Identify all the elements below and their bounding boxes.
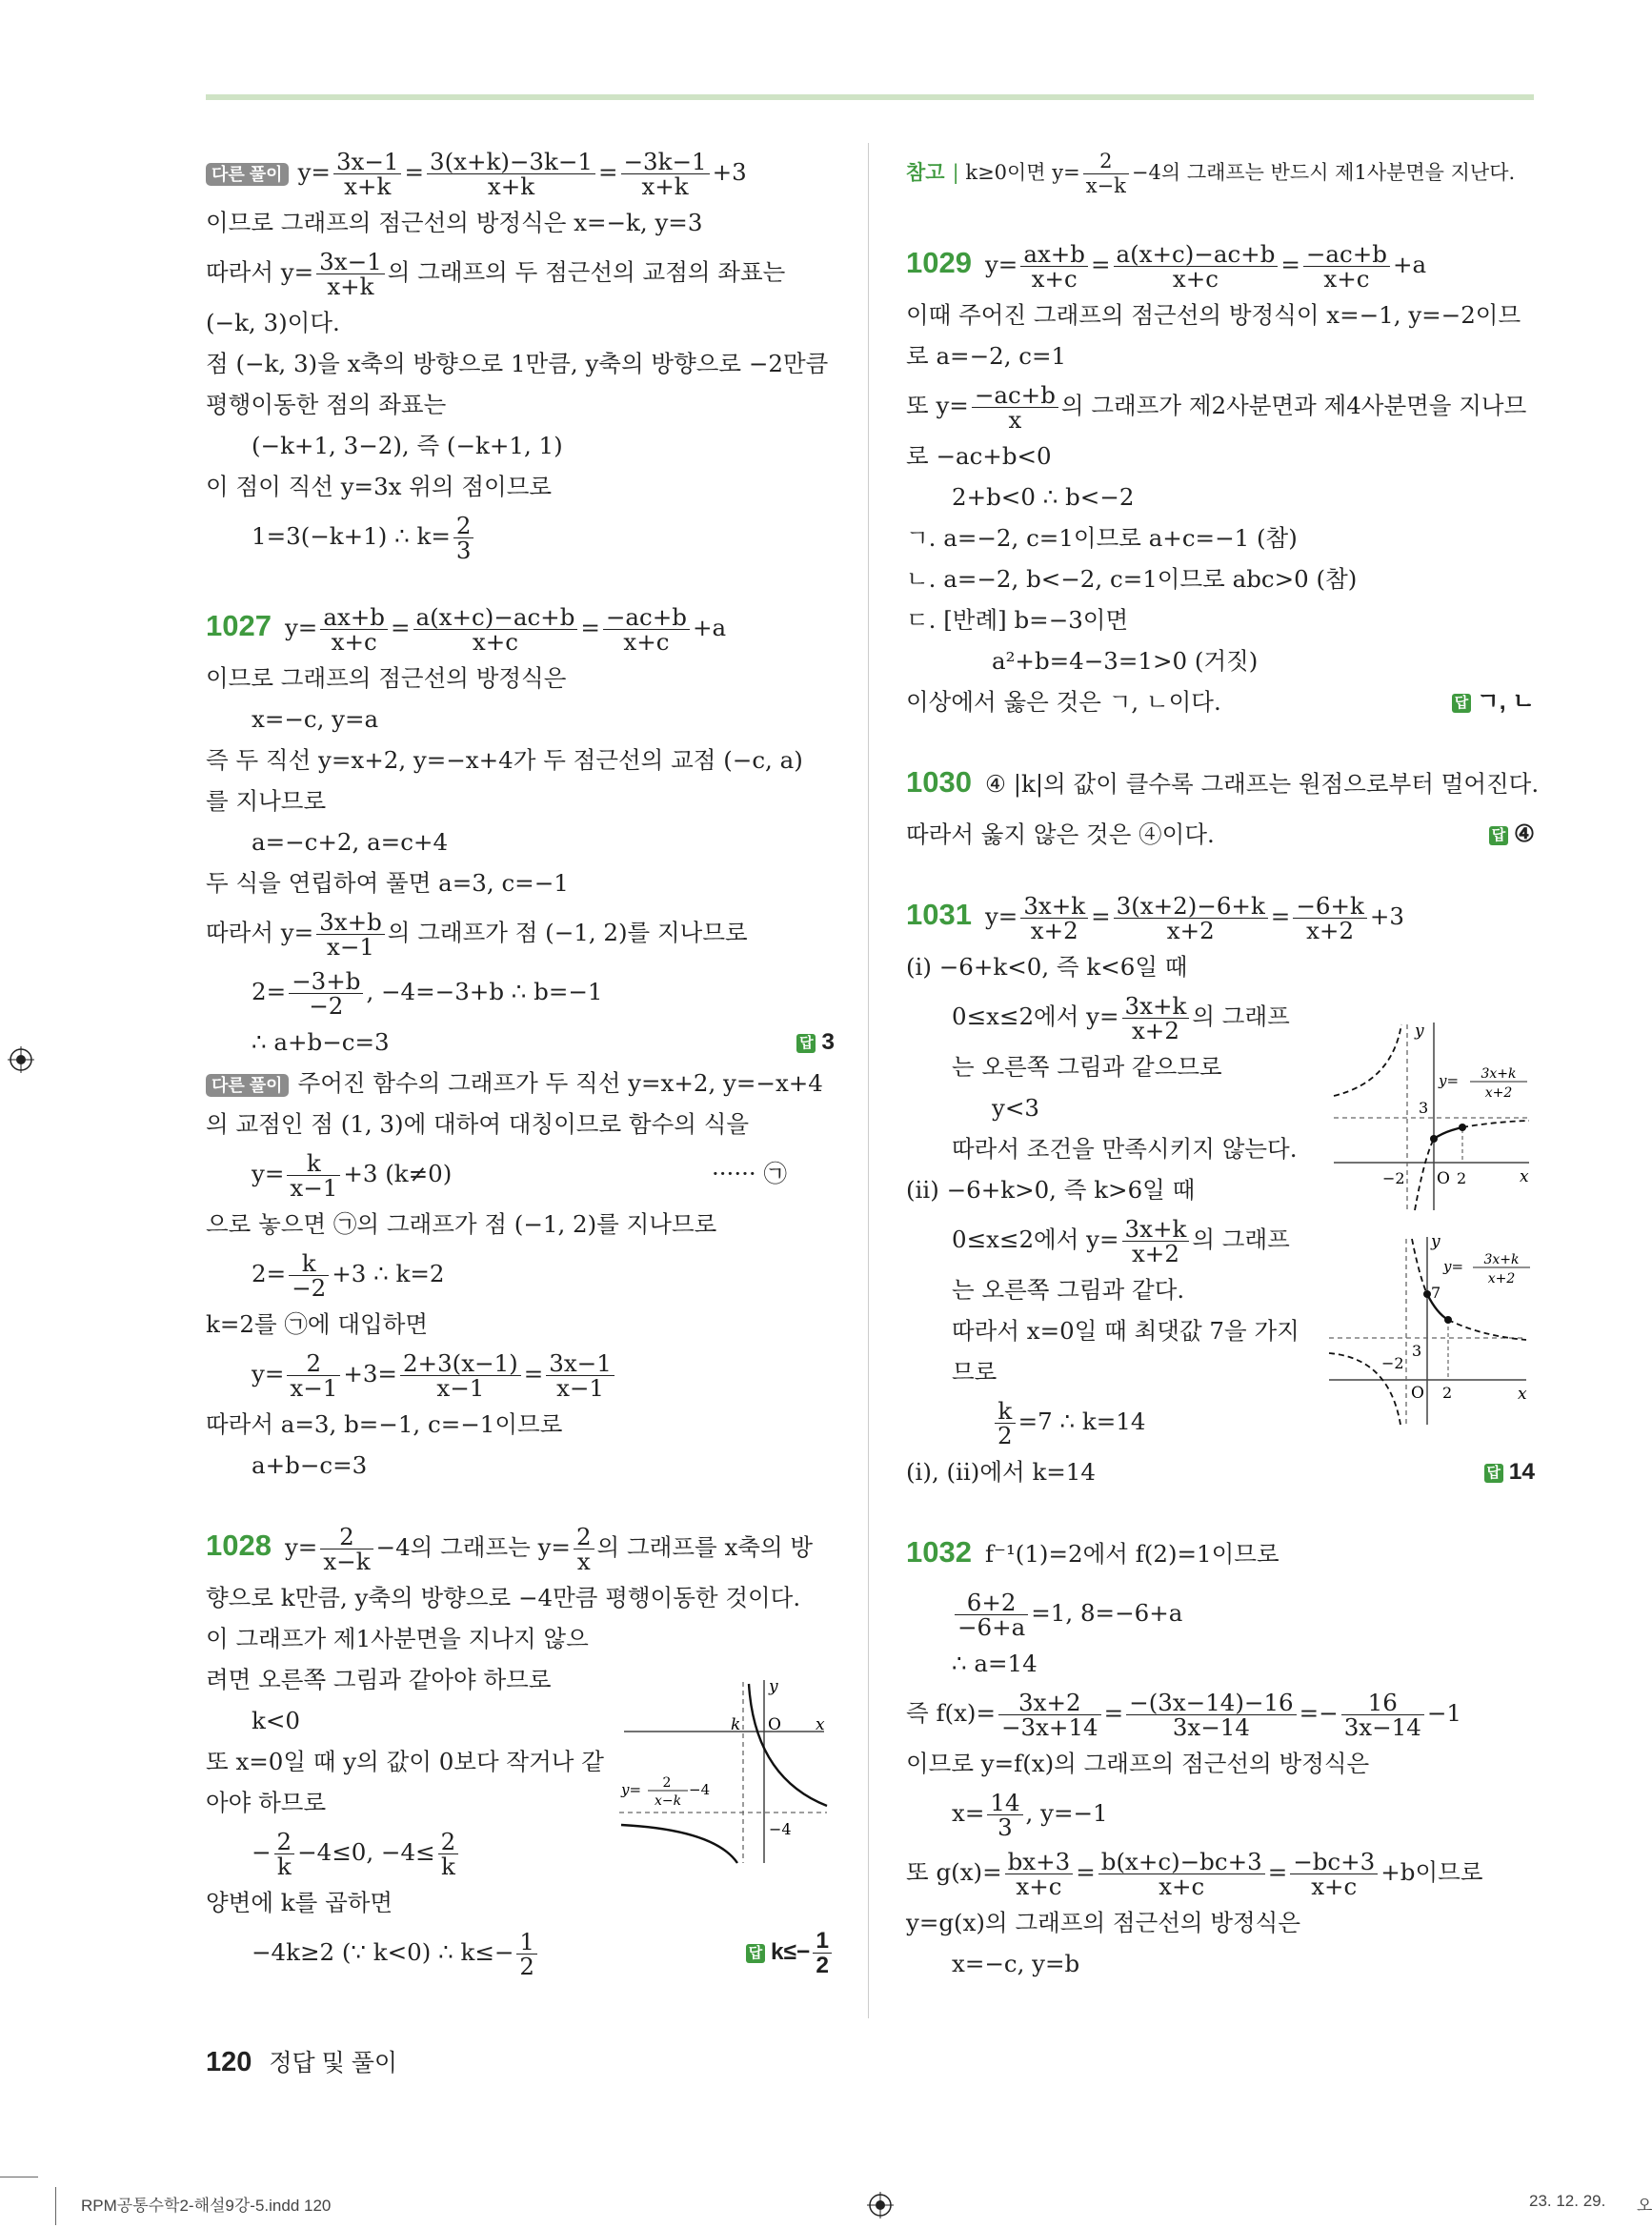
answer-1029: 답 ㄱ, ㄴ <box>1452 681 1535 722</box>
answer-icon: 답 <box>746 1944 765 1963</box>
graph-func-numerator: 3x+k <box>1481 1066 1517 1082</box>
graph-label-origin: O <box>1411 1384 1424 1403</box>
text-line: 1=3(−k+1) ∴ k= $\frac{2}{3}$ <box>206 507 835 566</box>
text-line: 다른 풀이 주어진 함수의 그래프가 두 직선 y=x+2, y=−x+4 <box>206 1063 835 1104</box>
text-line: (ⅰ), (ⅱ)에서 k=14 답 14 <box>906 1451 1535 1492</box>
alt-solution-tag: 다른 풀이 <box>206 163 289 186</box>
graph-1031-case2 <box>1324 1229 1534 1429</box>
text-line: 따라서 y= $\frac{3x-1}{x+k}$ 의 그래프의 두 점근선의 교점의 좌표는 <box>206 248 786 300</box>
text-line: x=−c, y=a <box>252 705 379 733</box>
text-line: ∴ a=14 <box>952 1650 1038 1677</box>
text-line: 평행이동한 점의 좌표는 <box>206 391 447 418</box>
text-line: 는 오른쪽 그림과 같으므로 <box>952 1053 1222 1081</box>
problem-number: 1030 <box>906 765 972 799</box>
graph-label-2: 2 <box>1442 1384 1453 1402</box>
graph-label-y: y <box>1415 1022 1424 1041</box>
alt-solution-1-formula: 다른 풀이 y= $\frac{3x-1}{x+k}$ = $\frac{3(x+k)-3k-1}{x+k}$ = $\frac{-3k-1}{x+k}$ +3 <box>206 143 835 202</box>
text-line: 이상에서 옳은 것은 ㄱ, ㄴ이다. 답 ㄱ, ㄴ <box>906 681 1535 722</box>
reference-tag: 참고 <box>906 162 945 184</box>
text-line: 향으로 k만큼, y축의 방향으로 −4만큼 평행이동한 것이다. <box>206 1584 801 1611</box>
text-line: 0≤x≤2에서 y= $\frac{3x+k}{x+2}$ 의 그래프 <box>952 1215 1290 1267</box>
problem-1030-heading: 1030 ④ |k|의 값이 클수록 그래프는 원점으로부터 멀어진다. <box>906 765 1540 799</box>
text-line: 이때 주어진 그래프의 점근선의 방정식이 x=−1, y=−2이므 <box>906 301 1521 329</box>
graph-func-post: −4 <box>689 1781 711 1798</box>
text-line: 2= $\frac{k}{-2}$ +3 ∴ k=2 <box>252 1249 445 1302</box>
graph-label-2: 2 <box>1457 1169 1467 1187</box>
text-line: x= $\frac{14}{3}$ , y=−1 <box>952 1789 1108 1841</box>
answer-icon: 답 <box>796 1034 816 1053</box>
graph-func-denominator: x−k <box>654 1793 682 1809</box>
text-line: a=−c+2, a=c+4 <box>252 828 449 856</box>
text-line: 로 a=−2, c=1 <box>906 342 1067 370</box>
crop-mark <box>55 2187 56 2225</box>
text-line: y= $\frac{2}{x-1}$ +3= $\frac{2+3(x-1)}{x-1}$ = $\frac{3x-1}{x-1}$ <box>206 1345 835 1404</box>
page-number: 120 <box>206 2047 252 2077</box>
case-2: (ⅱ) −6+k>0, 즉 k>6일 때 <box>906 1176 1196 1204</box>
page-footer <box>206 2044 397 2078</box>
answer-1030: 답 ④ <box>1489 814 1535 855</box>
text-line: 따라서 a=3, b=−1, c=−1이므로 <box>206 1410 563 1438</box>
text-line: 는 오른쪽 그림과 같다. <box>952 1276 1185 1304</box>
reference-note: 참고 | k≥0이면 y= $\frac{2}{x-k}$ −4의 그래프는 반드시 제1사분면을 지난다. <box>906 150 1516 197</box>
text-line: 2+b<0 ∴ b<−2 <box>952 483 1135 511</box>
graph-label-x: x <box>1520 1167 1529 1186</box>
answer-icon: 답 <box>1484 1464 1503 1483</box>
text-line: x=−c, y=b <box>952 1950 1080 1977</box>
graph-func-numerator: 3x+k <box>1483 1252 1520 1267</box>
print-date: 23. 12. 29. <box>1529 2192 1606 2210</box>
text-line: 므로 <box>952 1358 997 1386</box>
edge-text: 오 <box>1637 2197 1652 2215</box>
text-line: 으로 놓으면 ㉠의 그래프가 점 (−1, 2)를 지나므로 <box>206 1210 717 1238</box>
case-1: (ⅰ) −6+k<0, 즉 k<6일 때 <box>906 953 1188 981</box>
graph-func-pre: y= <box>621 1781 642 1798</box>
text-line: 를 지나므로 <box>206 787 327 815</box>
text-line: 또 x=0일 때 y의 값이 0보다 작거나 같 <box>206 1748 604 1775</box>
answer-1031: 답 14 <box>1484 1451 1535 1492</box>
header-rule <box>206 94 1534 100</box>
text-line: 즉 f(x)= $\frac{3x+2}{-3x+14}$ = $\frac{-(3x-14)-16}{3x-14}$ =− $\frac{16}{3x-14}$ −1 <box>906 1689 1461 1741</box>
text-line: 려면 오른쪽 그림과 같아야 하므로 <box>206 1666 552 1693</box>
answer-1027: 답 3 <box>796 1022 835 1063</box>
problem-1029-heading: 1029 y= $\frac{ax+b}{x+c}$ = $\frac{a(x+c)-ac+b}{x+c}$ = $\frac{-ac+b}{x+c}$ +a <box>906 240 1427 293</box>
graph-func-denominator: x+2 <box>1484 1085 1513 1101</box>
graph-1031-case1 <box>1329 1015 1534 1215</box>
graph-label-3: 3 <box>1412 1342 1422 1360</box>
graph-1028 <box>619 1672 831 1868</box>
text-line: 0≤x≤2에서 y= $\frac{3x+k}{x+2}$ 의 그래프 <box>952 992 1290 1044</box>
text-line: 2= $\frac{-3+b}{-2}$ , −4=−3+b ∴ b=−1 <box>252 967 603 1020</box>
text-line: 이므로 그래프의 점근선의 방정식은 x=−k, y=3 <box>206 209 703 236</box>
text-line: 양변에 k를 곱하면 <box>206 1889 393 1916</box>
text-line: 이므로 그래프의 점근선의 방정식은 <box>206 664 567 692</box>
text-line: (−k, 3)이다. <box>206 309 340 336</box>
text-line: 이므로 y=f(x)의 그래프의 점근선의 방정식은 <box>906 1750 1370 1777</box>
answer-1028: 답 k≤− $\frac{1}{2}$ <box>746 1923 835 1982</box>
graph-label-origin: O <box>1437 1169 1450 1188</box>
problem-number: 1028 <box>206 1529 272 1562</box>
graph-label-origin: O <box>768 1715 781 1734</box>
text-line: 로 −ac+b<0 <box>906 442 1052 470</box>
text-line: y=g(x)의 그래프의 점근선의 방정식은 <box>906 1909 1301 1936</box>
text-line: a²+b=4−3=1>0 (거짓) <box>992 647 1259 675</box>
text-line: 또 y= $\frac{-ac+b}{x}$ 의 그래프가 제2사분면과 제4사분면을 지나므 <box>906 381 1527 434</box>
graph-label-3: 3 <box>1419 1099 1429 1117</box>
text-line: 아야 하므로 <box>206 1789 327 1816</box>
graph-label-k: k <box>731 1715 741 1734</box>
text-line: $\frac{k}{2}$ =7 ∴ k=14 <box>906 1392 1535 1451</box>
text-line: ∴ a+b−c=3 답 3 <box>206 1022 835 1063</box>
problem-number: 1027 <box>206 609 272 642</box>
text-line: $\frac{6+2}{-6+a}$ =1, 8=−6+a <box>906 1584 1535 1643</box>
graph-label-x: x <box>816 1715 825 1734</box>
text-line: 의 교점인 점 (1, 3)에 대하여 대칭이므로 함수의 식을 <box>206 1110 750 1138</box>
registration-mark-icon <box>8 1046 34 1073</box>
text-line: 점 (−k, 3)을 x축의 방향으로 1만큼, y축의 방향으로 −2만큼 <box>206 350 829 377</box>
text-line: y<3 <box>992 1094 1039 1122</box>
problem-1027-heading: 1027 y= $\frac{ax+b}{x+c}$ = $\frac{a(x+c)-ac+b}{x+c}$ = $\frac{-ac+b}{x+c}$ +a <box>206 603 727 656</box>
graph-func-denominator: x+2 <box>1487 1271 1516 1286</box>
column-divider <box>868 143 869 2018</box>
graph-label-y: y <box>769 1677 778 1696</box>
text-line: y= $\frac{k}{x-1}$ +3 (k≠0) ······ ㉠ <box>252 1149 787 1202</box>
graph-func-pre: y= <box>1439 1072 1460 1089</box>
file-info: RPM공통수학2-해설9강-5.indd 120 <box>81 2197 332 2215</box>
problem-number: 1029 <box>906 246 972 279</box>
problem-number: 1031 <box>906 898 972 931</box>
text-line: 또 g(x)= $\frac{bx+3}{x+c}$ = $\frac{b(x+c)-bc+3}{x+c}$ = $\frac{-bc+3}{x+c}$ +b이므로 <box>906 1848 1483 1900</box>
text-line: 따라서 옳지 않은 것은 ④이다. 답 ④ <box>906 814 1535 855</box>
graph-label-y: y <box>1431 1232 1440 1251</box>
text-line: 즉 두 직선 y=x+2, y=−x+4가 두 점근선의 교점 (−c, a) <box>206 746 803 774</box>
text-line: ㄴ. a=−2, b<−2, c=1이므로 abc>0 (참) <box>906 565 1358 593</box>
registration-mark-icon <box>867 2192 894 2218</box>
problem-1032-heading: 1032 f⁻¹(1)=2에서 f(2)=1이므로 <box>906 1535 1279 1569</box>
graph-func-numerator: 2 <box>662 1775 672 1791</box>
graph-label-minus4: −4 <box>769 1820 792 1838</box>
text-line: ㄷ. [반례] b=−3이면 <box>906 606 1129 634</box>
text-line: − $\frac{2}{k}$ −4≤0, −4≤ $\frac{2}{k}$ <box>206 1823 835 1882</box>
answer-icon: 답 <box>1452 694 1471 713</box>
text-line: 따라서 y= $\frac{3x+b}{x-1}$ 의 그래프가 점 (−1, 2)를 지나므로 <box>206 908 748 961</box>
text-line: k=2를 ㉠에 대입하면 <box>206 1310 429 1338</box>
graph-label-minus2: −2 <box>1382 1169 1405 1187</box>
text-line: 따라서 x=0일 때 최댓값 7을 가지 <box>952 1317 1299 1345</box>
problem-number: 1032 <box>906 1535 972 1569</box>
text-line: k<0 <box>252 1707 300 1734</box>
text-line: a+b−c=3 <box>252 1451 368 1479</box>
text-line: −4k≥2 (∵ k<0) ∴ k≤− $\frac{1}{2}$ 답 k≤− $\frac{1}{2}$ <box>206 1923 835 1982</box>
answer-icon: 답 <box>1489 826 1508 845</box>
graph-label-minus2: −2 <box>1381 1354 1404 1372</box>
alt-solution-tag: 다른 풀이 <box>206 1074 289 1097</box>
problem-1031-heading: 1031 y= $\frac{3x+k}{x+2}$ = $\frac{3(x+2)-6+k}{x+2}$ = $\frac{-6+k}{x+2}$ +3 <box>906 892 1404 944</box>
footer-title: 정답 및 풀이 <box>269 2050 398 2076</box>
text-line: 이 점이 직선 y=3x 위의 점이므로 <box>206 473 553 500</box>
graph-label-7: 7 <box>1431 1284 1441 1302</box>
graph-func-pre: y= <box>1443 1258 1464 1275</box>
text-line: 두 식을 연립하여 풀면 a=3, c=−1 <box>206 869 569 897</box>
text-line: ㄱ. a=−2, c=1이므로 a+c=−1 (참) <box>906 524 1298 552</box>
text-line: 이 그래프가 제1사분면을 지나지 않으 <box>206 1625 589 1652</box>
text-line: (−k+1, 3−2), 즉 (−k+1, 1) <box>252 432 563 459</box>
graph-label-x: x <box>1518 1385 1527 1404</box>
problem-1028-heading: 1028 y= $\frac{2}{x-k}$ −4의 그래프는 y= $\frac{2}{x}$ 의 그래프를 x축의 방 <box>206 1523 814 1575</box>
text-line: 따라서 조건을 만족시키지 않는다. <box>952 1135 1298 1163</box>
